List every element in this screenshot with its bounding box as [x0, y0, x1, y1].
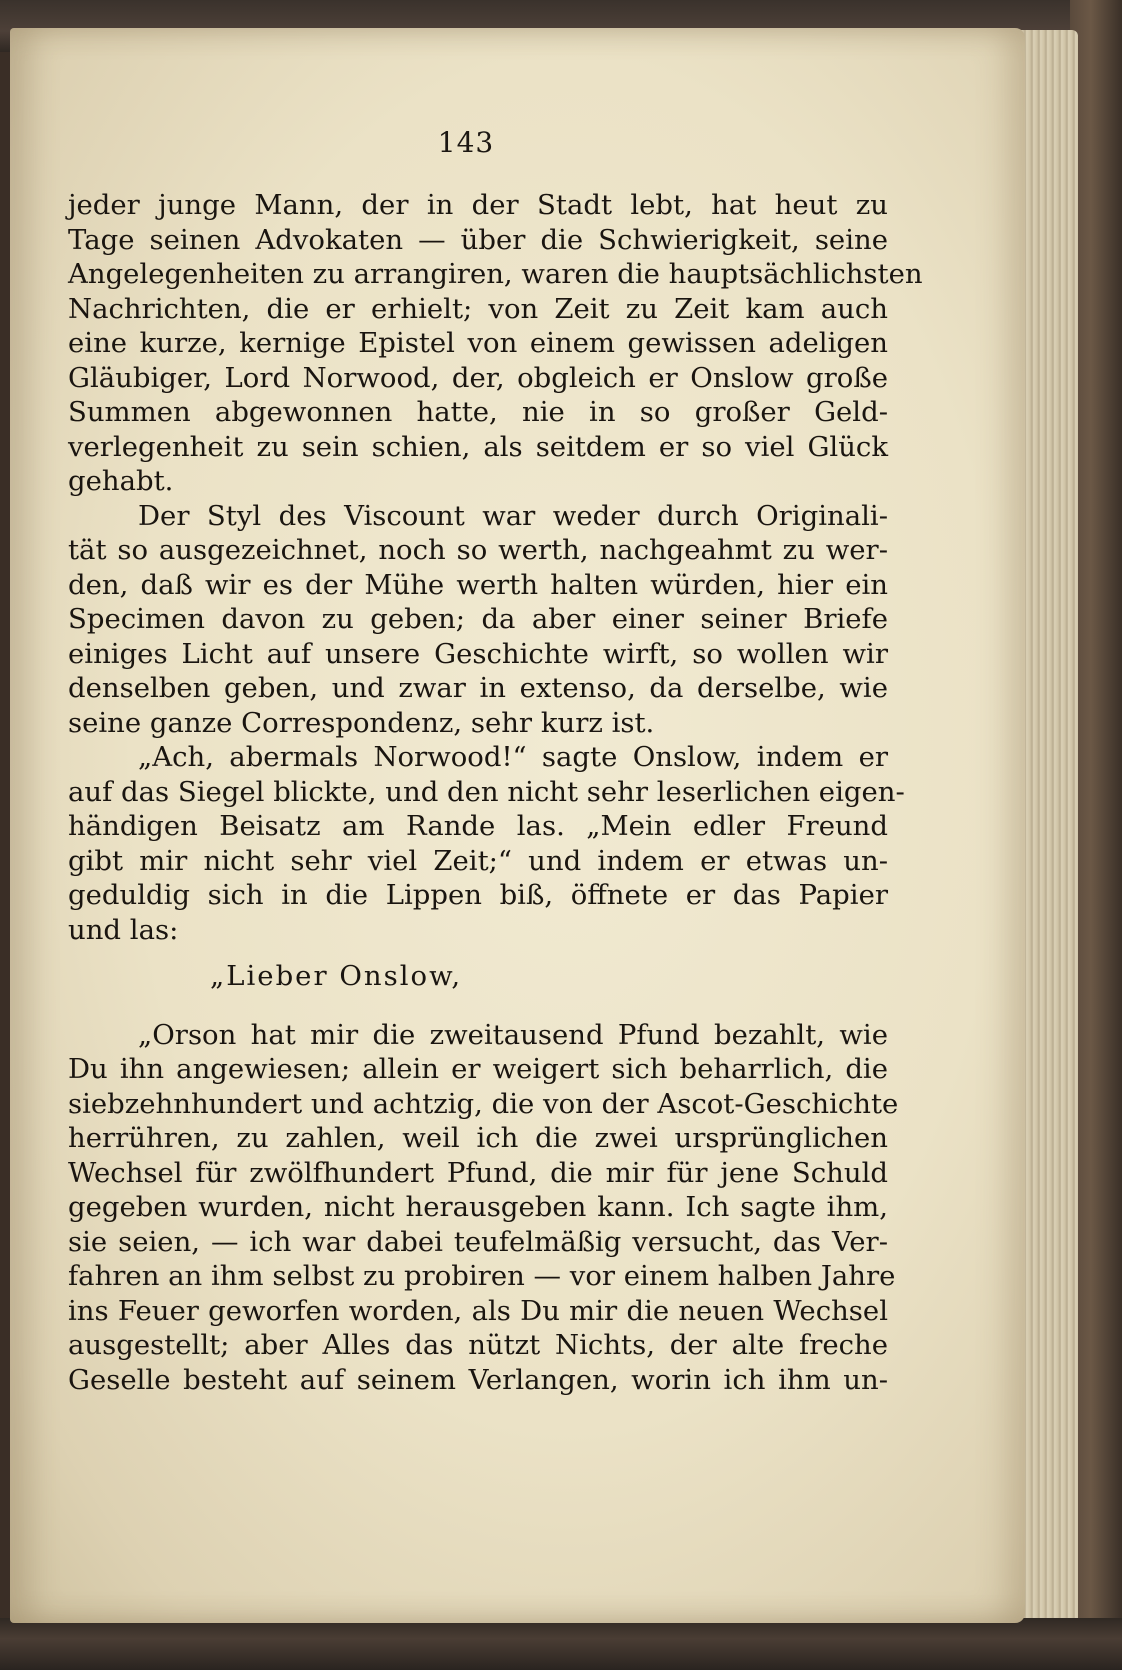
letter-salutation: „Lieber Onslow,: [210, 960, 463, 992]
text-line: siebzehnhundert und achtzig, die von der Ascot-Geschichte: [68, 1087, 899, 1120]
text-line: Specimen davon zu geben; da aber einer seiner Briefe: [68, 603, 888, 635]
text-line: gegeben wurden, nicht herausgeben kann. Ich sagte ihm,: [68, 1191, 888, 1223]
text-line: einiges Licht auf unsere Geschichte wirft, so wollen wir: [68, 637, 888, 670]
page-number: 143: [437, 126, 495, 159]
body-text: [68, 188, 923, 1397]
text-line: Nachrichten, die er erhielt; von Zeit zu Zeit kam auch: [68, 292, 888, 325]
spacer: [68, 994, 888, 1018]
text-line: „Ach, abermals Norwood!“ sagte Onslow, indem er: [138, 741, 888, 773]
text-line: ausgestellt; aber Alles das nützt Nichts, der alte freche: [68, 1329, 888, 1361]
text-line: ins Feuer geworfen worden, als Du mir die neuen Wechsel: [68, 1294, 888, 1327]
paragraph: [68, 740, 905, 947]
text-line: seine ganze Correspondenz, sehr kurz ist.: [68, 706, 655, 739]
text-line: gibt mir nicht sehr viel Zeit;“ und indem er etwas un-: [68, 844, 888, 877]
text-line: den, daß wir es der Mühe werth halten würden, hier ein: [68, 568, 888, 601]
text-line: Summen abgewonnen hatte, nie in so großer Geld-: [68, 396, 888, 428]
text-line: herrühren, zu zahlen, weil ich die zwei ursprünglichen: [68, 1122, 888, 1154]
text-line: Gläubiger, Lord Norwood, der, obgleich er Onslow große: [68, 361, 888, 394]
text-line: verlegenheit zu sein schien, als seitdem er so viel Glück: [68, 430, 888, 463]
text-line: fahren an ihm selbst zu probiren — vor einem halben Jahre: [68, 1260, 896, 1292]
text-line: jeder junge Mann, der in der Stadt lebt, hat heut zu: [68, 189, 888, 221]
text-line: und las:: [68, 913, 179, 946]
text-line: Geselle besteht auf seinem Verlangen, worin ich ihm un-: [68, 1363, 888, 1396]
book-page: [10, 28, 1025, 1623]
text-line: Du ihn angewiesen; allein er weigert sich beharrlich, die: [68, 1053, 888, 1085]
text-line: eine kurze, kernige Epistel von einem gewissen adeligen: [68, 327, 888, 359]
book-binding-bottom: [0, 1618, 1122, 1670]
letter-body: [68, 1018, 899, 1398]
text-line: „Orson hat mir die zweitausend Pfund bezahlt, wie: [138, 1018, 888, 1051]
text-line: tät so ausgezeichnet, noch so werth, nachgeahmt zu wer-: [68, 534, 888, 566]
text-line: händigen Beisatz am Rande las. „Mein edler Freund: [68, 810, 888, 842]
text-line: sie seien, — ich war dabei teufelmäßig versucht, das Ver-: [68, 1225, 888, 1258]
text-line: denselben geben, und zwar in extenso, da derselbe, wie: [68, 672, 888, 704]
paragraph: [68, 499, 888, 741]
text-line: geduldig sich in die Lippen biß, öffnete er das Papier: [68, 879, 888, 911]
text-line: auf das Siegel blickte, und den nicht sehr leserlichen eigen-: [68, 775, 905, 808]
page-stack-edges: [1020, 30, 1078, 1630]
text-line: gehabt.: [68, 465, 174, 497]
text-line: Tage seinen Advokaten — über die Schwierigkeit, seine: [68, 223, 888, 256]
text-line: Angelegenheiten zu arrangiren, waren die hauptsächlichsten: [68, 258, 923, 290]
spacer: [68, 947, 888, 959]
text-line: Wechsel für zwölfhundert Pfund, die mir für jene Schuld: [68, 1156, 888, 1189]
text-line: Der Styl des Viscount war weder durch Originali-: [138, 499, 888, 532]
paragraph: [68, 188, 923, 499]
